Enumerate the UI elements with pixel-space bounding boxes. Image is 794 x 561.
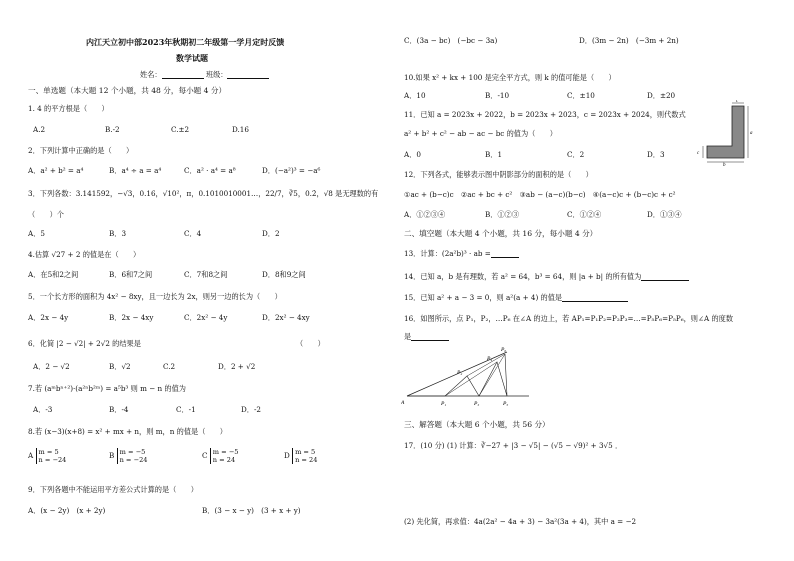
label-b: b [723,163,726,166]
q5-option-d[interactable]: D．2x² − 4xy [262,313,310,322]
label-P4: P₄ [487,356,493,362]
q2-option-c[interactable]: C．a² · a⁴ = a⁸ [184,166,236,175]
q7-option-c[interactable]: C．-1 [176,405,196,414]
q14-row [404,272,689,281]
q8-a-system [36,448,67,464]
q4-option-d[interactable]: D．8和9之间 [262,270,306,279]
q9-option-b[interactable]: B．(3 − x − y) (3 + x + y) [202,506,301,515]
q8-c-n: n = 24 [212,456,236,464]
q14-answer-blank[interactable] [641,280,689,281]
q7-stem: 7.若 (aᵐbⁿ⁺²)·(a²ⁿb²ᵐ) = a⁵b³ 则 m − n 的值为 [28,384,186,393]
q7-option-a[interactable]: A．-3 [33,405,53,414]
q6-option-b[interactable]: B．√2 [109,362,131,371]
name-blank[interactable] [162,78,204,79]
section-fill-blank: 二、填空题（本大题 4 个小题，共 16 分，每小题 4 分） [404,229,598,238]
angle-figure [401,344,541,412]
q10-option-d[interactable]: D．±20 [647,91,676,100]
q2-option-d[interactable]: D．(−a²)³ = −a⁶ [262,166,321,175]
q3-stem: 3．下列各数：3.141592，−√3，0.16，√10²，π，0.1010010001…，22/7，∛5，0.2̇，√8 是无理数的有 [28,189,379,198]
q9-stem: 9．下列各题中不能运用平方差公式计算的是（ ） [28,485,198,494]
q9-option-c[interactable]: C．(3a − bc) (−bc − 3a) [404,36,498,45]
q4-stem: 4.估算 √27 + 2 的值是在（ ） [28,250,141,259]
q8-b-n: n = −24 [119,456,148,464]
q4-option-a[interactable]: A．在5和2之间 [28,270,79,279]
q2-stem: 2．下列计算中正确的是（ ） [28,146,134,155]
q16-answer-blank[interactable] [411,340,449,341]
q13-row [404,249,519,258]
q16-stem: 16．如图所示，点 P₁，P₂，…P₆ 在∠A 的边上，若 AP₁=P₁P₂=P₂P₃=…=P₅P₆=P₅P₆，则∠A 的度数 [404,314,734,323]
q5-stem: 5．一个长方形的面积为 4x² − 8xy，且一边长为 2x，则另一边的长为（ ） [28,292,282,301]
q3-stem-2: （ ）个 [28,210,64,219]
q8-a-n: n = −24 [38,456,67,464]
q8-b-label: B [109,451,115,460]
q9-option-d[interactable]: D．(3m − 2n) (−3m + 2n) [579,36,679,45]
q3-option-a[interactable]: A．5 [28,229,45,238]
q5-option-a[interactable]: A．2x − 4y [28,313,69,322]
q3-option-b[interactable]: B．3 [109,229,127,238]
q1-option-b[interactable]: B.-2 [105,125,120,134]
name-label: 姓名： [140,70,162,79]
q8-d-n: n = 24 [295,456,318,464]
q11-option-c[interactable]: C．2 [567,150,585,159]
q11-stem-2: a² + b² + c² − ab − ac − bc 的值为（ ） [404,129,557,138]
q15-stem: 15．已知 a² + a − 3 = 0，则 a²(a + 4) 的值是 [404,293,563,302]
q1-option-c[interactable]: C.±2 [171,125,190,134]
label-P2: P₂ [457,370,463,376]
q10-option-b[interactable]: B．-10 [485,91,510,100]
q16-row-2 [404,332,449,341]
q6-option-c[interactable]: C.2 [163,362,176,371]
q12-option-c[interactable]: C．①②④ [567,210,602,219]
label-c-top: c [736,100,739,104]
q14-stem: 14．已知 a，b 是有理数，若 a² = 64，b³ = 64，则 |a + b| 的所有值为 [404,272,642,281]
q15-row [404,293,628,302]
q8-c-system [210,448,239,464]
q5-option-b[interactable]: B．2x − 4xy [109,313,154,322]
q6-answer-paren[interactable]: （ ） [296,339,325,348]
label-P1: P₁ [441,401,447,407]
q2-option-a[interactable]: A．a² + b² = a⁴ [28,166,84,175]
q8-a-label: A [28,451,34,460]
q5-option-c[interactable]: C．2x² − 4y [184,313,228,322]
q8-b-m: m = −5 [119,448,146,456]
segment-p3-p6 [467,354,505,376]
label-P5: P₅ [503,401,509,407]
q8-d-system [292,448,317,464]
q8-option-d[interactable] [284,448,317,464]
q1-option-a[interactable]: A.2 [33,125,46,134]
segment-p1-p4 [445,362,497,396]
q8-b-system [117,448,148,464]
label-a: a [750,131,753,136]
q13-stem: 13．计算：(2a²b)³ · ab = [404,249,491,258]
q17-part1: 17．(10 分) (1) 计算：∛−27 + |3 − √5| − (√5 − √9)² + 3√5 ． [404,441,623,450]
q8-c-label: C [202,451,208,460]
label-c-left: c [697,151,700,156]
q10-stem: 10.如果 x² + kx + 100 是完全平方式，则 k 的值可能是（ ） [404,73,616,82]
q17-part2: (2) 先化简，再求值：4a(2a² − 4a + 3) − 3a²(3a + 4)，其中 a = −2 [404,517,637,526]
q2-option-b[interactable]: B．a⁴ ÷ a = a⁴ [109,166,162,175]
l-shape-figure [689,100,759,166]
section-solutions: 三、解答题（本大题 6 个小题，共 56 分） [404,420,550,429]
q8-option-b[interactable] [109,448,147,464]
q4-option-b[interactable]: B．6和7之间 [109,270,153,279]
section-single-choice: 一、单选题（本大题 12 个小题，共 48 分，每小题 4 分） [28,86,227,95]
q9-option-a[interactable]: A．(x − 2y) (x + 2y) [28,506,106,515]
q1-option-d[interactable]: D.16 [232,125,249,134]
q12-option-b[interactable]: B．①②③ [485,210,520,219]
label-A: A [401,400,405,406]
q11-option-d[interactable]: D．3 [647,150,665,159]
q10-option-a[interactable]: A．10 [404,91,426,100]
q8-a-m: m = 5 [38,448,59,456]
q8-c-m: m = −5 [212,448,239,456]
q12-stem: 12．下列各式，能够表示图中阴影部分的面积的是（ ） [404,170,593,179]
q11-stem: 11．已知 a = 2023x + 2022，b = 2023x + 2023，c = 2023x + 2024，则代数式 [404,110,686,119]
q12-option-a[interactable]: A．①②③④ [404,210,446,219]
q15-answer-blank[interactable] [562,301,628,302]
shaded-l-region [707,106,744,158]
q11-option-b[interactable]: B．1 [485,150,503,159]
q4-option-c[interactable]: C．7和8之间 [184,270,228,279]
q12-option-d[interactable]: D．①③④ [647,210,682,219]
q3-option-c[interactable]: C．4 [184,229,202,238]
q6-stem: 6．化简 |2 − √2| + 2√2 的结果是 [28,339,141,348]
class-blank[interactable] [227,78,269,79]
label-P3: P₃ [474,401,480,407]
label-P6: P₆ [501,347,507,353]
q12-expressions: ①ac + (b−c)c ②ac + bc + c² ③ab − (a−c)(b−c) ④(a−c)c + (b−c)c + c² [404,190,676,199]
q7-option-b[interactable]: B．-4 [109,405,129,414]
q8-d-m: m = 5 [295,448,316,456]
class-label: 班级： [205,70,228,79]
q1-stem: 1. 4 的平方根是（ ） [28,104,109,113]
exam-subtitle: 数学试题 [176,53,208,63]
q11-option-a[interactable]: A．0 [404,150,421,159]
right-column [397,0,794,561]
q3-option-d[interactable]: D．2 [262,229,280,238]
q8-d-label: D [284,451,290,460]
q10-option-c[interactable]: C．±10 [567,91,595,100]
q16-stem-2: 是 [404,332,412,341]
q7-option-d[interactable]: D．-2 [241,405,261,414]
q13-answer-blank[interactable] [491,257,519,258]
q6-option-d[interactable]: D．2 + √2 [218,362,256,371]
q8-stem: 8.若 (x−3)(x+8) = x² + mx + n，则 m，n 的值是（ ） [28,427,227,436]
q6-option-a[interactable]: A．2 − √2 [33,362,70,371]
q8-option-a[interactable] [28,448,66,464]
name-row [140,70,269,79]
q8-option-c[interactable] [202,448,239,464]
exam-title: 内江天立初中部2023年秋期初二年级第一学月定时反馈 [86,37,285,47]
